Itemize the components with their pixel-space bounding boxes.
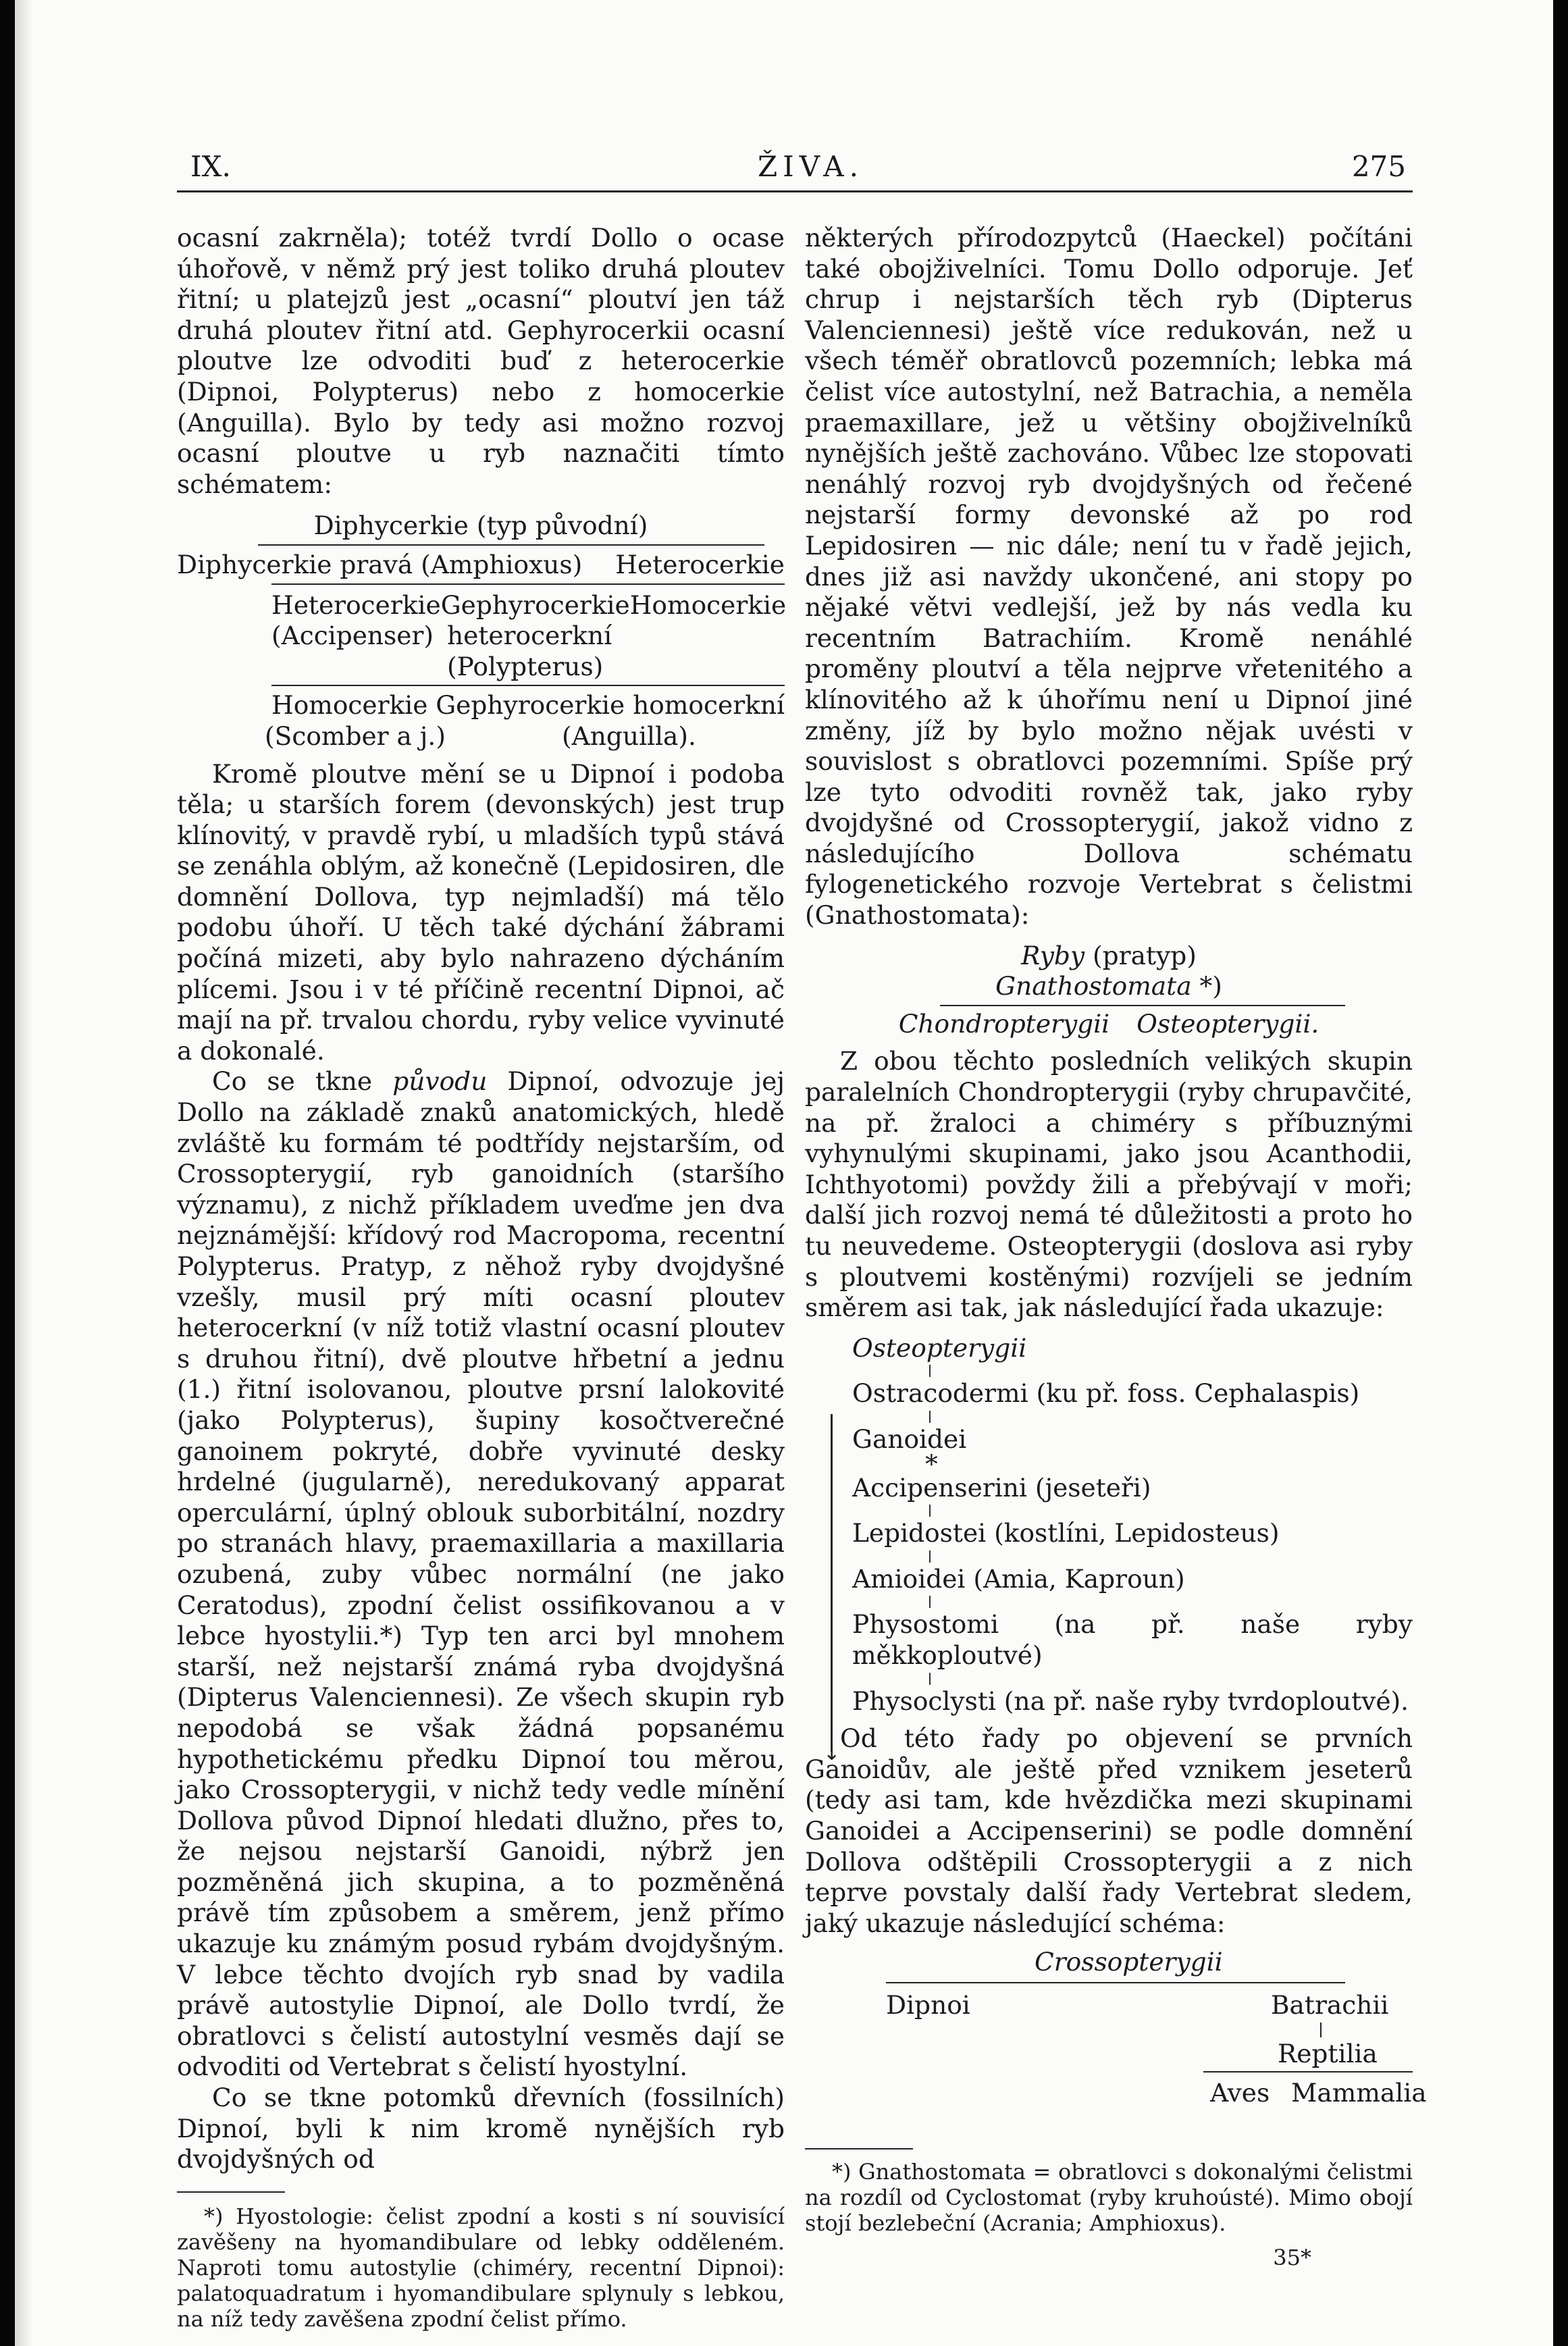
scheme-node: Heterocerkie (615, 549, 785, 579)
scheme-node: (Anguilla). (562, 721, 696, 751)
series-item: Ganoidei (852, 1424, 967, 1454)
scheme-node: (Scomber a j.) (265, 721, 446, 751)
scheme-rule (1203, 2071, 1413, 2073)
scheme-node: Homocerkie (629, 590, 787, 620)
series-item: Physoclysti (na př. naše ryby tvrdoploutvé). (852, 1686, 1409, 1716)
paragraph: Kromě ploutve mění se u Dipnoí i podoba těla; u starších forem (devonských) jest trup klínovitý, v pravdě rybí, u mladších typů stává se zenáhla oblým, až konečně (Lepidosiren, dle domnění Dollova, typ nejmladší) má tělo podobu úhoří. U těch také dýchání žábrami počíná mizeti, aby bylo nahrazeno dýcháním plícemi. Jsou i v té příčině recentní Dipnoi, ač mají na př. trvalou chordu, ryby velice vyvinuté a dokonalé. (177, 758, 785, 1066)
text-run: Dipnoí, odvozuje jej Dollo na základě znaků anatomických, hledě zvláště ku formám té podtřídy nejstarším, od Crossopterygií, ryb ganoidních (staršího významu), z nichž příkladem uveďme jen dva nejznámější: křídový rod Macropoma, recentní Polypterus. Pratyp, z něhož ryby dvojdyšné vzešly, musil prý míti ocasní ploutev heterocerkní (v níž totiž vlastní ocasní ploutev s druhou řitní), dvě ploutve hřbetní a jednu (1.) řitní isolovanou, ploutve prsní lalokovité (jako Polypterus), šupiny kosočtverečné ganoinem pokryté, dobře vyvinuté desky hrdelné (jugularně), neredukovaný apparat operculární, úplný oblouk suborbitální, nozdry po stranách hlavy, praemaxillaria a maxillaria ozubená, zuby vůbec normální (ne jako Ceratodus), zpodní čelist ossifikovanou a v lebce hyostylii.*) Typ ten arci byl mnohem starší, než nejstarší známá ryba dvojdyšná (Dipterus Valenciennesi). Ze všech skupin ryb nepodobá se však žádná popsanému hypothetickému předku Dipnoí tou měrou, jako Crossopterygii, v nichž tedy vedle mínění Dollova původ Dipnoí hledati dlužno, přes to, že nejsou nejstarší Ganoidi, nýbrž jen pozměněná jich skupina, a to pozměněná právě tím způsobem a směrem, jenž přímo ukazuje ku známým posud rybám dvojdyšným. V lebce těchto dvojích ryb snad by vadila právě autostylie Dipnoí, ale Dollo tvrdí, že obratlovci s čelistí autostylní vesměs dají se odvoditi od Vertebrat s čelistí hyostylní. (177, 1066, 785, 2082)
volume-number: IX. (190, 150, 231, 183)
scheme-node: Batrachii (1271, 1990, 1389, 2021)
paragraph (177, 1066, 785, 2083)
emphasis: původu (392, 1066, 488, 1097)
footnote: *) Gnathostomata = obratlovci s dokonalými čelistmi na rozdíl od Cyclostomat (ryby kruhoústé). Mimo obojí stojí bezlebeční (Acrania; Amphioxus). (805, 2159, 1413, 2237)
asterisk-marker: * (925, 1449, 938, 1479)
scheme-root: Diphycerkie (typ původní) (313, 511, 648, 541)
gnathostomata-scheme (805, 941, 1413, 1040)
connector (929, 1411, 931, 1423)
paragraph: Z obou těchto posledních velikých skupin paralelních Chondropterygii (ryby chrupavčité, na př. žraloci a chiméry s příbuznými vyhynulými skupinami, jako jsou Acanthodii, Ichthyotomi) povždy žili a přebývají v moři; další jich rozvoj nemá té důležitosti a proto ho tu neuvedeme. Osteopterygii (doslova asi ryby s ploutvemi kostěnými) rozvíjeli se jedním směrem asi tak, jak následující řada ukazuje: (805, 1046, 1413, 1323)
paragraph: ocasní zakrněla); totéž tvrdí Dollo o ocase úhořově, v němž prý jest toliko druhá ploutev řitní; u platejzů jest „ocasní“ ploutví jen táž druhá ploutev řitní atd. Gephyrocerkii ocasní ploutve lze odvoditi buď z heterocerkie (Dipnoi, Polypterus) nebo z homocerkie (Anguilla). Bylo by tedy asi možno rozvoj ocasní ploutve u ryb naznačiti tímto schématem: (177, 223, 785, 499)
scheme-node: Homocerkie (271, 690, 428, 721)
text-run: Co se tkne (212, 1066, 393, 1097)
scheme-rule (271, 685, 785, 686)
scheme-node: Mammalia (1291, 2078, 1427, 2108)
connector (1320, 2023, 1322, 2037)
scheme-rule (258, 544, 764, 546)
connector (929, 1365, 931, 1377)
footnote-marker: *) (1191, 971, 1222, 1001)
paragraph: Co se tkne potomků dřevních (fossilních) Dipnoí, byli k nim kromě nynějších ryb dvojdyšných od (177, 2083, 785, 2174)
series-item: Accipenserini (jeseteři) (852, 1472, 1151, 1503)
series-item: Ostracodermi (ku př. foss. Cephalaspis) (852, 1378, 1360, 1409)
scheme-node: Osteopterygii. (1136, 1008, 1319, 1039)
signature-mark: 35* (1273, 2245, 1311, 2271)
paragraph: Od této řady po objevení se prvních Ganoidův, ale ještě před vznikem jeseterů (tedy asi tam, kde hvězdička mezi skupinami Ganoidei a Accipenserini) se podle domnění Dollova odštěpili Crossopterygii a z nich teprve povstaly další řady Vertebrat sledem, jaký ukazuje následující schéma: (805, 1723, 1413, 1938)
series-head: Osteopterygii (852, 1332, 1027, 1363)
scheme-rule (271, 583, 785, 585)
running-header (177, 150, 1413, 190)
scheme-node: (pratyp) (1084, 940, 1197, 970)
series-item: Lepidostei (kostlíni, Lepidosteus) (852, 1518, 1280, 1548)
scheme-node: Dipnoi (886, 1990, 970, 2021)
connector (929, 1505, 931, 1517)
connector (929, 1673, 931, 1685)
page (15, 0, 1553, 2346)
direction-arrow (831, 1414, 833, 1752)
paragraph: některých přírodozpytců (Haeckel) počítáni také obojživelníci. Tomu Dollo odporuje. Jeť chrup i nejstarších těch ryb (Dipterus Valenciennesi) ještě více redukován, než u všech téměř obratlovců pozemních; lebka má čelist více autostylní, než Batrachia, a neměla praemaxillare, jež u většiny obojživelníků nynějších ještě zachováno. Vůbec lze stopovati nenáhlý rozvoj ryb dvojdyšných od řečené nejstarší formy devonské až po rod Lepidosiren — nic dále; není tu v řadě jejich, dnes již asi navždy ukončené, ani stopy po nějaké větvi vedlejší, jež by nás vedla ku recentním Batrachiím. Kromě nenáhlé proměny ploutví a těla nejprve vřetenitého a klínovitého až k úhořímu není u Dipnoí jiné změny, jíž by bylo možno nějak uvésti v souvislost s obratlovci pozemními. Spíše prý lze tyto odvoditi rovněž tak, jako ryby dvojdyšné od Crossopterygií, jakož vidno z následujícího Dollova schématu fylogenetického rozvoje Vertebrat s čelistmi (Gnathostomata): (805, 223, 1413, 931)
series-item: Physostomi (na př. naše ryby měkkoploutvé) (852, 1609, 1413, 1670)
footnote: *) Hyostologie: čelist zpodní a kosti s ní souvisící zavěšeny na hyomandibulare od lebky odděleném. Naproti tomu autostylie (chiméry, recentní Dipnoi): palatoquadratum i hyomandibulare splynuly s lebkou, na níž tedy zavěšena zpodní čelist přímo. (177, 2203, 785, 2332)
scheme-node: Gnathostomata (995, 971, 1192, 1001)
scheme-node: Ryby (1021, 940, 1085, 970)
page-number: 275 (1351, 150, 1406, 183)
scheme-node: Heterocerkie (271, 590, 441, 620)
series-item: Amioidei (Amia, Kaproun) (852, 1563, 1185, 1594)
scheme-rule (940, 1005, 1345, 1006)
connector (929, 1596, 931, 1608)
scheme-node: Diphycerkie pravá (Amphioxus) (177, 549, 583, 579)
scheme-node: Reptilia (1278, 2039, 1378, 2069)
scheme-node: Crossopterygii (1035, 1947, 1223, 1977)
scheme-node: Gephyrocerkie (440, 590, 630, 620)
left-column (177, 223, 785, 2332)
scheme-node: heterocerkní (447, 621, 612, 651)
scheme-node: (Accipenser) (271, 621, 434, 651)
right-column (805, 223, 1427, 2274)
scheme-node: Chondropterygii (898, 1008, 1110, 1039)
scheme-node: (Polypterus) (447, 651, 604, 681)
caudal-fin-scheme (177, 511, 785, 752)
scheme-rule (886, 1982, 1345, 1983)
crossopterygii-scheme (805, 1939, 1427, 2148)
header-rule (177, 190, 1413, 192)
osteopterygii-series (805, 1333, 1413, 1717)
footnote-rule (177, 2191, 285, 2193)
footnote-rule (805, 2148, 913, 2149)
connector (929, 1550, 931, 1563)
journal-title: ŽIVA. (758, 150, 864, 183)
scheme-node: Gephyrocerkie homocerkní (436, 690, 785, 721)
scheme-node: Aves (1210, 2078, 1270, 2108)
